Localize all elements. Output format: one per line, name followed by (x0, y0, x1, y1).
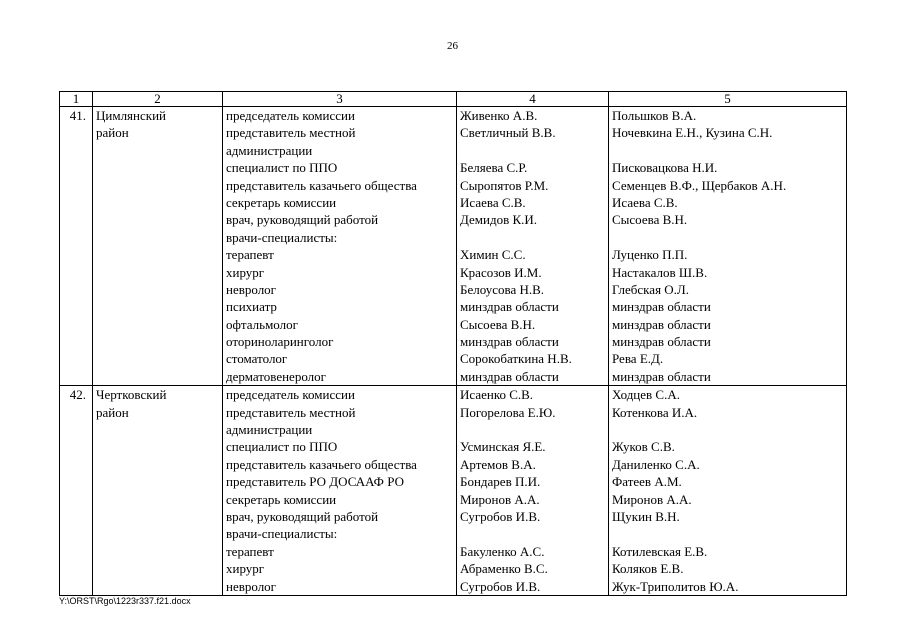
member-name: Химин С.С. (460, 247, 526, 263)
reserve-member-name: минздрав области (612, 299, 711, 315)
member-name: Сугробов И.В. (460, 578, 541, 594)
reserve-member-name: Коляков Е.В. (612, 561, 684, 577)
member-name: Абраменко В.С. (460, 561, 548, 577)
column-header: 3 (223, 92, 457, 107)
role-label: врачи-специалисты: (226, 229, 338, 245)
reserve-member-name: Польшков В.А. (612, 108, 697, 123)
member-name (460, 421, 605, 438)
member-name (460, 142, 605, 159)
role-label: невролог (226, 281, 277, 297)
table-row (60, 107, 847, 386)
member-name: Белоусова Н.В. (460, 281, 545, 297)
role-label: специалист по ППО (226, 439, 338, 455)
district-name: Чертковский (96, 387, 167, 403)
reserve-member-name: Исаева С.В. (612, 194, 678, 210)
reserve-member-name (612, 525, 843, 542)
role-label: администрации (226, 142, 313, 158)
commission-table (59, 91, 847, 596)
reserve-member-name: Котилевская Е.В. (612, 543, 708, 559)
role-label: стоматолог (226, 351, 288, 367)
role-label: представитель казачьего общества (226, 456, 417, 472)
column-header: 5 (609, 92, 847, 107)
member-name: Погорелова Е.Ю. (460, 404, 556, 420)
member-name: минздрав области (460, 299, 559, 315)
column-header: 4 (457, 92, 609, 107)
role-label: врач, руководящий работой (226, 212, 379, 228)
role-label: врачи-специалисты: (226, 526, 338, 542)
member-name: Усминская Я.Е. (460, 439, 546, 455)
reserve-member-name: Миронов А.А. (612, 491, 692, 507)
reserve-member-name: минздрав области (612, 334, 711, 350)
member-name: Сугробов И.В. (460, 508, 541, 524)
reserve-member-name: Ходцев С.А. (612, 387, 680, 403)
row-number: 42. (60, 386, 93, 596)
role-label: секретарь комиссии (226, 491, 337, 507)
table-header-row (60, 92, 847, 107)
reserve-member-name (612, 421, 843, 438)
table-row (60, 386, 847, 596)
member-name: Артемов В.А. (460, 456, 536, 472)
table-body (60, 107, 847, 596)
member-name (460, 229, 605, 246)
member-name: минздрав области (460, 334, 559, 350)
member-name: Исаенко С.В. (460, 387, 534, 403)
role-label: специалист по ППО (226, 160, 338, 176)
reserve-member-name: Рева Е.Д. (612, 351, 664, 367)
members-cell (457, 107, 609, 386)
role-label: представитель РО ДОСААФ РО (226, 474, 404, 490)
reserve-cell (609, 107, 847, 386)
member-name: Бондарев П.И. (460, 474, 541, 490)
roles-cell (223, 386, 457, 596)
role-label: хирург (226, 561, 265, 577)
reserve-member-name: Луценко П.П. (612, 247, 688, 263)
role-label: представитель местной (226, 404, 356, 420)
role-label: дерматовенеролог (226, 368, 326, 384)
reserve-member-name: минздрав области (612, 316, 711, 332)
role-label: оториноларинголог (226, 334, 334, 350)
page-number: 26 (447, 40, 458, 52)
member-name: Живенко А.В. (460, 108, 538, 123)
role-label: терапевт (226, 543, 274, 559)
role-label: врач, руководящий работой (226, 508, 379, 524)
reserve-member-name (612, 229, 843, 246)
reserve-member-name: Сысоева В.Н. (612, 212, 688, 228)
role-label: председатель комиссии (226, 387, 355, 403)
member-name: Светличный В.В. (460, 125, 556, 141)
role-label: психиатр (226, 299, 277, 315)
reserve-member-name: Котенкова И.А. (612, 404, 698, 420)
reserve-member-name: Жуков С.В. (612, 439, 675, 455)
reserve-member-name (612, 142, 843, 159)
member-name: Демидов К.И. (460, 212, 538, 228)
column-header: 1 (60, 92, 93, 107)
district-name: район (96, 404, 129, 420)
role-label: хирург (226, 264, 265, 280)
member-name: Бакуленко А.С. (460, 543, 545, 559)
member-name: Сорокобаткина Н.В. (460, 351, 572, 367)
district-cell (93, 386, 223, 596)
member-name: минздрав области (460, 368, 559, 384)
reserve-member-name: Семенцев В.Ф., Щербаков А.Н. (612, 177, 787, 193)
role-label: невролог (226, 578, 277, 594)
reserve-member-name: Ночевкина Е.Н., Кузина С.Н. (612, 125, 773, 141)
member-name: Беляева С.Р. (460, 160, 528, 176)
role-label: секретарь комиссии (226, 194, 337, 210)
roles-cell (223, 107, 457, 386)
member-name: Сыропятов Р.М. (460, 177, 549, 193)
reserve-member-name: Фатеев А.М. (612, 474, 682, 490)
role-label: представитель местной (226, 125, 356, 141)
member-name: Миронов А.А. (460, 491, 540, 507)
district-name: Цимлянский (96, 108, 166, 123)
reserve-member-name: Жук-Триполитов Ю.А. (612, 578, 739, 594)
member-name: Сысоева В.Н. (460, 316, 536, 332)
member-name: Красозов И.М. (460, 264, 542, 280)
role-label: офтальмолог (226, 316, 298, 332)
role-label: терапевт (226, 247, 274, 263)
column-header: 2 (93, 92, 223, 107)
role-label: председатель комиссии (226, 108, 355, 123)
reserve-member-name: минздрав области (612, 368, 711, 384)
district-cell (93, 107, 223, 386)
reserve-member-name: Даниленко С.А. (612, 456, 700, 472)
member-name: Исаева С.В. (460, 194, 526, 210)
members-cell (457, 386, 609, 596)
member-name (460, 525, 605, 542)
role-label: администрации (226, 422, 313, 438)
reserve-member-name: Писковацкова Н.И. (612, 160, 718, 176)
district-name: район (96, 125, 129, 141)
role-label: представитель казачьего общества (226, 177, 417, 193)
reserve-member-name: Глебская О.Л. (612, 281, 690, 297)
reserve-member-name: Настакалов Ш.В. (612, 264, 708, 280)
reserve-cell (609, 386, 847, 596)
file-path-footer: Y:\ORST\Rgo\1223r337.f21.docx (59, 596, 191, 606)
reserve-member-name: Щукин В.Н. (612, 508, 680, 524)
row-number: 41. (60, 107, 93, 386)
